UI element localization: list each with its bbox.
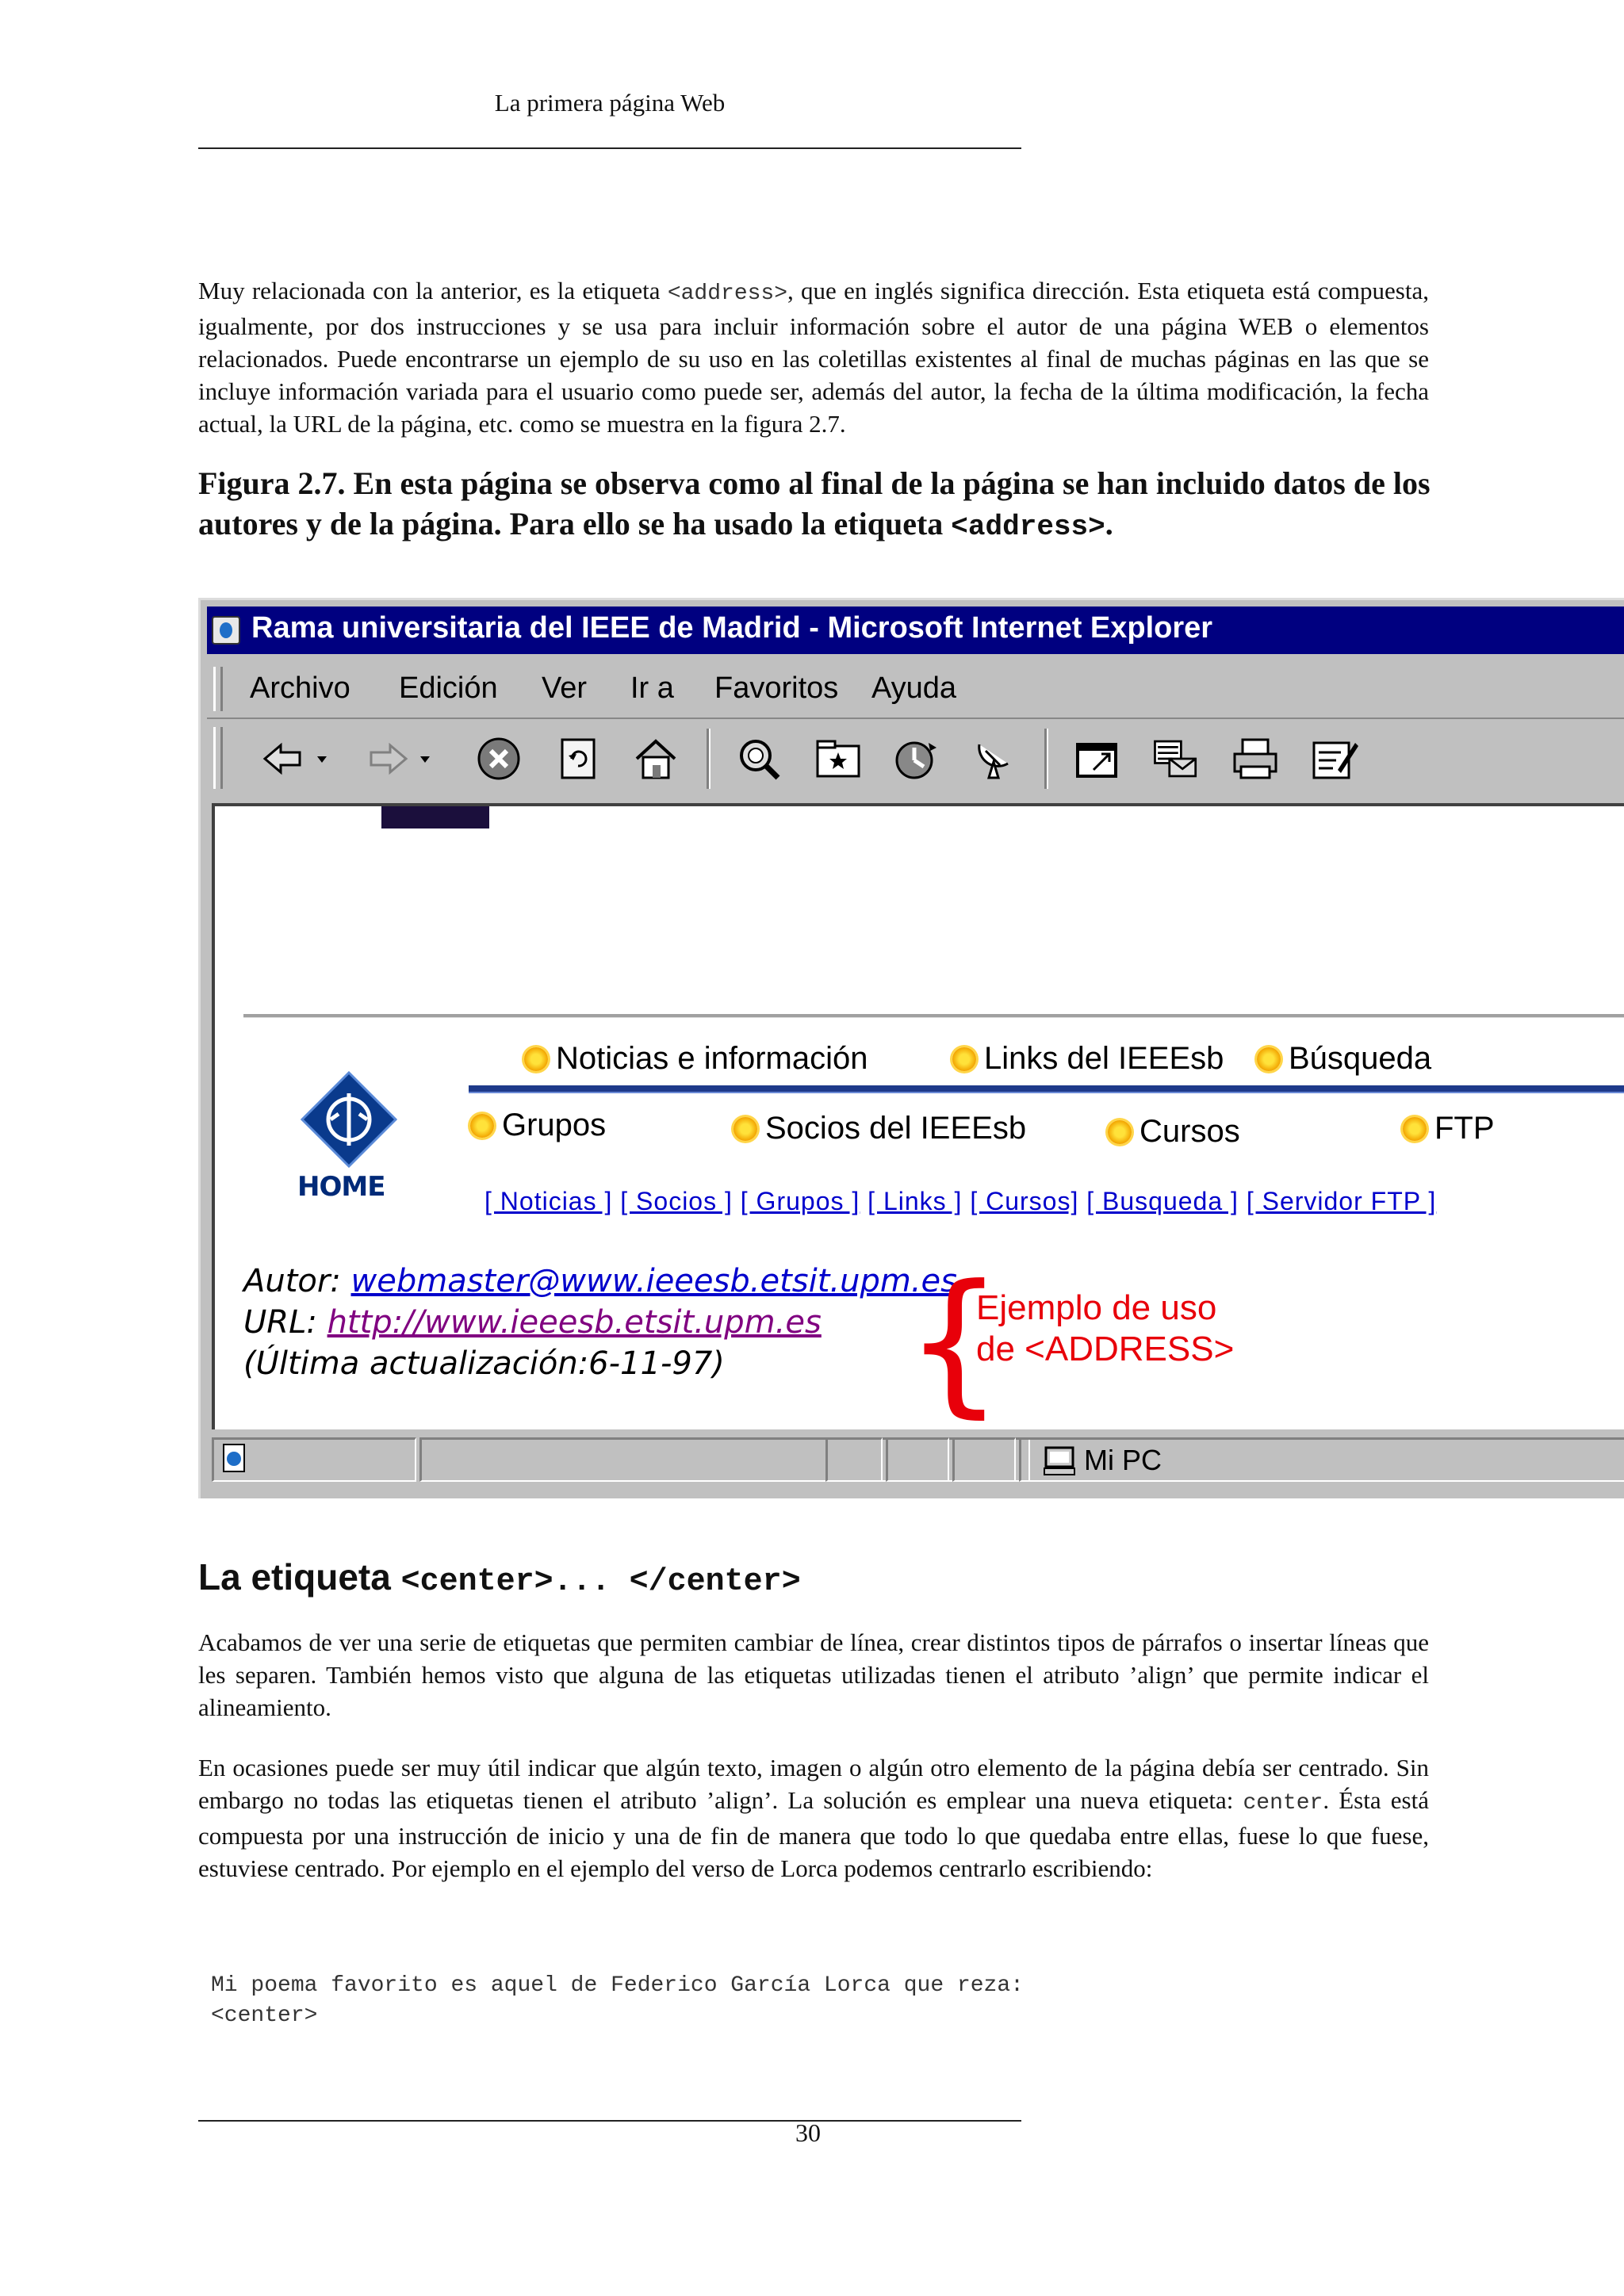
bullet-icon — [952, 1047, 976, 1071]
fullscreen-icon — [1073, 735, 1120, 783]
nav-link-label: Socios del IEEEsb — [765, 1111, 1027, 1146]
nav-link-label: FTP — [1434, 1111, 1495, 1146]
text-link-socios[interactable]: [ Socios ] — [620, 1187, 733, 1215]
bullet-icon — [1403, 1117, 1427, 1141]
toolbar-grip[interactable] — [213, 727, 223, 789]
status-zone — [1041, 1444, 1162, 1477]
search-button[interactable] — [733, 733, 784, 784]
caption-code: <address> — [951, 511, 1105, 543]
annotation-text-2: de <ADDRESS> — [976, 1330, 1235, 1368]
text-link-grupos[interactable]: [ Grupos ] — [740, 1187, 860, 1215]
code-line-1: Mi poema favorito es aquel de Federico García Lorca que reza: — [211, 1973, 1024, 1998]
bullet-icon — [1257, 1047, 1281, 1071]
status-cell-b — [886, 1437, 949, 1482]
toolbar-separator — [707, 729, 710, 789]
history-icon — [891, 735, 941, 783]
nav-link-socios[interactable] — [733, 1111, 1026, 1146]
history-button[interactable] — [891, 733, 941, 784]
nav-link-ftp[interactable] — [1403, 1111, 1495, 1146]
p3-text-a: En ocasiones puede ser muy útil indicar que algún texto, imagen o algún otro elemento de la página debía ser centrado. Sin embargo no todas las etiquetas tienen el atributo ’align’. La solución es emplear una nueva etiqueta: — [198, 1754, 1429, 1814]
home-icon — [632, 735, 680, 783]
annotation-text-1: Ejemplo de uso — [976, 1288, 1217, 1327]
p3-text-b: . Ésta está compuesta por una instrucción de inicio y una de fin de manera que todo lo que quedaba entre ellas, fuese lo que fuese, estuviese centrado. Por ejemplo en el ejemplo del verso de Lorca podemos centrarlo escribiendo: — [198, 1786, 1429, 1882]
favorites-button[interactable] — [813, 733, 864, 784]
back-button[interactable] — [255, 733, 342, 784]
forward-button[interactable] — [358, 733, 445, 784]
text-links-bar — [485, 1187, 1436, 1216]
code-example — [211, 1971, 1024, 2031]
nav-link-noticias[interactable] — [524, 1041, 868, 1077]
page-number: 30 — [795, 2118, 821, 2147]
annotation-brace: { — [905, 1252, 1004, 1433]
channels-button[interactable] — [968, 733, 1019, 784]
mail-icon — [1151, 735, 1201, 783]
refresh-button[interactable] — [553, 733, 603, 784]
nav-link-label: Grupos — [502, 1108, 607, 1142]
print-icon — [1230, 735, 1281, 783]
nav-link-busqueda[interactable] — [1257, 1041, 1431, 1077]
nav-link-cursos[interactable] — [1108, 1114, 1240, 1150]
computer-icon — [1041, 1445, 1078, 1476]
header-rule — [198, 147, 1021, 149]
address-author-line — [243, 1263, 957, 1299]
channels-icon — [970, 735, 1017, 783]
address-url-line — [243, 1304, 822, 1341]
menu-bar — [207, 660, 1624, 719]
banner-fragment — [381, 806, 489, 828]
figure-caption — [198, 463, 1435, 547]
favorites-icon — [813, 735, 864, 783]
url-label: URL: — [243, 1304, 317, 1341]
stop-icon — [475, 735, 523, 783]
toolbar-separator — [1044, 729, 1048, 789]
address-updated-line: (Última actualización:6-11-97) — [243, 1345, 725, 1382]
mail-button[interactable] — [1151, 733, 1201, 784]
text-link-cursos[interactable]: [ Cursos] — [970, 1187, 1079, 1215]
paragraph-alignment-intro: Acabamos de ver una serie de etiquetas que permiten cambiar de línea, crear distintos tipos de párrafos o insertar líneas que les separen. También hemos visto que alguna de las etiquetas utilizadas tienen el atributo ’align’ que permite indicar el alineamiento. — [198, 1628, 1429, 1721]
section-title — [198, 1556, 801, 1600]
paragraph-center-explanation — [198, 1751, 1429, 1885]
nav-link-label: Búsqueda — [1289, 1041, 1432, 1076]
toolbar — [207, 721, 1624, 795]
text-link-busqueda[interactable]: [ Busqueda ] — [1086, 1187, 1239, 1215]
menu-favoritos[interactable]: Favoritos — [714, 672, 839, 705]
menu-ir-a[interactable]: Ir a — [630, 672, 674, 705]
ieee-logo[interactable] — [297, 1054, 400, 1188]
nav-underline — [469, 1085, 1624, 1093]
bullet-icon — [470, 1114, 494, 1138]
window-title: Rama universitaria del IEEE de Madrid - Microsoft Internet Explorer — [251, 611, 1213, 645]
bullet-icon — [1108, 1120, 1132, 1144]
print-button[interactable] — [1230, 733, 1281, 784]
code-line-2: <center> — [211, 2003, 318, 2028]
nav-link-label: Links del IEEEsb — [984, 1041, 1224, 1076]
nav-link-label: Noticias e información — [556, 1041, 868, 1076]
window-titlebar — [207, 607, 1624, 654]
browser-content — [212, 803, 1624, 1433]
menu-archivo[interactable]: Archivo — [250, 672, 350, 705]
bullet-icon — [733, 1117, 757, 1141]
text-link-links[interactable]: [ Links ] — [868, 1187, 963, 1215]
status-bar — [212, 1436, 1624, 1485]
search-icon — [735, 735, 783, 783]
running-header: La primera página Web — [494, 89, 726, 117]
paragraph-address-intro — [198, 274, 1429, 440]
forward-icon — [362, 739, 441, 779]
menu-ver[interactable]: Ver — [542, 672, 588, 705]
menubar-grip[interactable] — [213, 667, 223, 711]
status-cell-a — [825, 1437, 883, 1482]
menu-ayuda[interactable]: Ayuda — [871, 672, 957, 705]
p1-text-a: Muy relacionada con la anterior, es la etiqueta — [198, 277, 668, 304]
caption-text: Figura 2.7. En esta página se observa como al final de la página se han incluido datos de los autores y de la página. Para ello se ha usado la etiqueta — [198, 465, 1431, 541]
status-cell-main — [212, 1437, 416, 1482]
nav-link-label: Cursos — [1139, 1114, 1240, 1149]
caption-end: . — [1105, 506, 1113, 541]
browser-window-screenshot — [198, 598, 1624, 1498]
ie-app-icon — [212, 616, 240, 645]
home-button[interactable] — [630, 733, 681, 784]
p3-code: center — [1243, 1791, 1323, 1816]
edit-button[interactable] — [1309, 733, 1360, 784]
p1-code: <address> — [667, 281, 788, 306]
stop-button[interactable] — [473, 733, 524, 784]
menu-edicion[interactable]: Edición — [399, 672, 498, 705]
edit-icon — [1309, 735, 1360, 783]
url-link[interactable]: http://www.ieeesb.etsit.upm.es — [327, 1304, 822, 1341]
refresh-icon — [554, 735, 602, 783]
p1-text-b: , que en inglés significa dirección. Esta etiqueta está compuesta, igualmente, por dos instrucciones y se usa para incluir información sobre el autor de una página WEB o elementos relacionados. Puede encontrarse un ejemplo de su uso en las coletillas existentes al final de muchas páginas en las que se incluye información variada para el usuario como puede ser, además del autor, la fecha de la última modificación, la fecha actual, la URL de la página, etc. como se muestra en la figura 2.7. — [198, 277, 1429, 438]
fullscreen-button[interactable] — [1071, 733, 1122, 784]
text-link-noticias[interactable]: [ Noticias ] — [485, 1187, 613, 1215]
home-label[interactable]: HOME — [297, 1171, 385, 1203]
nav-link-grupos[interactable] — [470, 1108, 606, 1143]
text-link-ftp[interactable]: [ Servidor FTP ] — [1246, 1187, 1437, 1215]
status-zone-label: Mi PC — [1084, 1444, 1162, 1476]
content-horizontal-rule — [243, 1014, 1624, 1018]
nav-link-links[interactable] — [952, 1041, 1224, 1077]
back-icon — [259, 739, 338, 779]
status-cell-c — [952, 1437, 1016, 1482]
page-icon — [220, 1443, 249, 1475]
author-email-link[interactable]: webmaster@www.ieeesb.etsit.upm.es — [350, 1263, 957, 1299]
bullet-icon — [524, 1047, 548, 1071]
section-title-code: <center>... </center> — [400, 1564, 801, 1600]
author-label: Autor: — [243, 1263, 341, 1299]
section-title-text: La etiqueta — [198, 1556, 401, 1598]
